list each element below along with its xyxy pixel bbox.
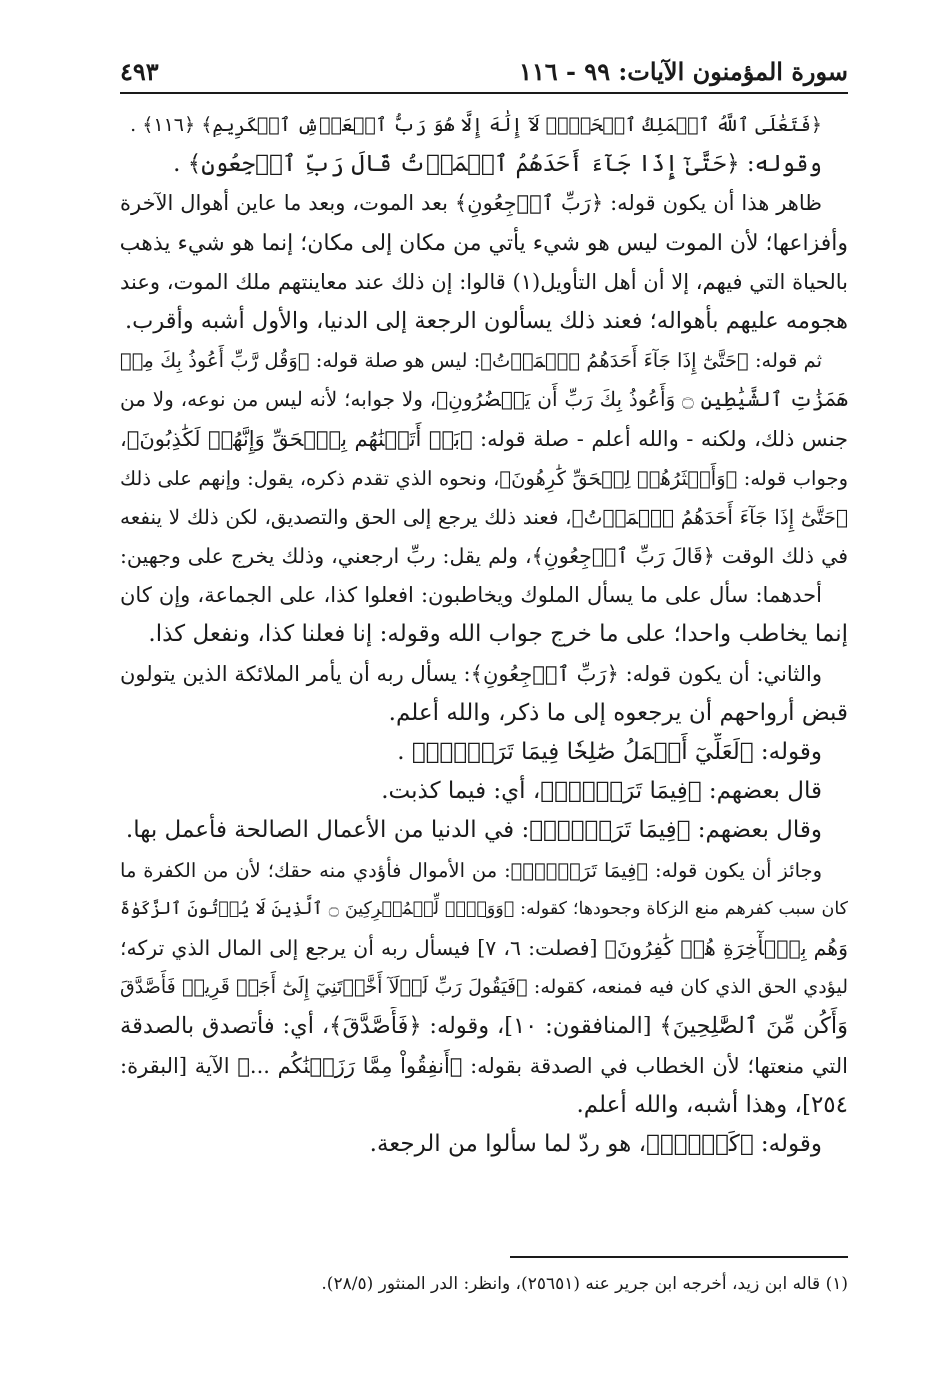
- text-line: ثم قوله: ﴿حَتَّىٰٓ إِذَا جَآءَ أَحَدَهُمُ ٱلۡمَوۡتُ﴾: ليس هو صلة قوله: ﴿وَقُل رَّبِّ أَعُوذُ بِكَ مِنۡ: [120, 349, 822, 373]
- text-line: وقوله: ﴿كَلَّآۚ﴾، هو ردّ لما سألوا من الرجعة.: [369, 1130, 822, 1157]
- text-line: قال بعضهم: ﴿فِيمَا تَرَكۡتُۚ﴾، أي: فيما كذبت.: [381, 778, 822, 805]
- text-line: قبض أرواحهم أن يرجعوه إلى ما ذكر، والله أعلم.: [388, 699, 848, 726]
- main-text: [120, 106, 848, 1246]
- text-line: وَهُم بِٱلۡأٓخِرَةِ هُمۡ كَٰفِرُونَ﴾ [فصلت: ٦، ٧] فيسأل ربه أن يرجع إلى المال الذي تركه؛: [120, 935, 848, 960]
- text-line: وَأَكُن مِّنَ ٱلصَّٰلِحِينَ﴾ [المنافقون: ١٠]، وقوله: ﴿فَأَصَّدَّقَ﴾، أي: فأتصدق بالصدقة: [120, 1013, 848, 1040]
- text-line: ﴿فَتَعَٰلَى ٱللَّهُ ٱلۡمَلِكُ ٱلۡحَقُّۖ لَآ إِلَٰهَ إِلَّا هُوَ رَبُّ ٱلۡعَرۡشِ ٱلۡكَرِيمِ﴾ ﴿١١٦﴾ .: [130, 114, 822, 136]
- surah-title: سورة المؤمنون الآيات: ٩٩ - ١١٦: [518, 57, 848, 86]
- text-line: بالحياة التي فيهم، إلا أن أهل التأويل(١) قالوا: إن ذلك عند معاينتهم ملك الموت، وعند: [120, 269, 848, 294]
- text-line: أحدهما: سأل على ما يسأل الملوك ويخاطبون: افعلوا كذا، على الجماعة، وإن كان: [120, 583, 822, 608]
- text-line: وقوله: ﴿لَعَلِّيٓ أَعۡمَلُ صَٰلِحٗا فِيمَا تَرَكۡتُۚ﴾ .: [397, 739, 822, 765]
- text-line: في ذلك الوقت ﴿قَالَ رَبِّ ٱرۡجِعُونِ﴾، ولم يقل: ربِّ ارجعني، وذلك يخرج على وجهين:: [120, 544, 848, 569]
- text-line: وجواب قوله: ﴿وَأَكۡثَرُهُمۡ لِلۡحَقِّ كَٰرِهُونَ﴾، ونحوه الذي تقدم ذكره، يقول: وإنهم على ذلك: [120, 466, 848, 490]
- text-line: وقوله: ﴿حَتَّىٰٓ إِذَا جَآءَ أَحَدَهُمُ ٱلۡمَوۡتُ قَالَ رَبِّ ٱرۡجِعُونِ﴾ .: [173, 151, 822, 178]
- footnote-divider: [510, 1256, 848, 1258]
- text-line: التي منعتها؛ لأن الخطاب في الصدقة بقوله: ﴿أَنفِقُواْ مِمَّا رَزَقۡنَٰكُم ...﴾ الآية [البقرة:: [120, 1053, 848, 1078]
- footnote: (١) قاله ابن زيد، أخرجه ابن جرير عنه (٢٥٦٥١)، وانظر: الدر المنثور (٢٨/٥).: [321, 1274, 848, 1294]
- page-number: ٤٩٣: [120, 57, 159, 86]
- text-line: جنس ذلك، ولكنه - والله أعلم - صلة قوله: ﴿بَلۡ أَتَيۡنَٰهُم بِٱلۡحَقِّ وَإِنَّهُمۡ لَكَٰذِبُونَ﴾،: [120, 426, 848, 451]
- header-divider: [120, 92, 848, 94]
- page-header: [120, 52, 848, 92]
- text-line: ٢٥٤]، وهذا أشبه، والله أعلم.: [576, 1091, 848, 1118]
- text-line: ظاهر هذا أن يكون قوله: ﴿رَبِّ ٱرۡجِعُونِ﴾ بعد الموت، وبعد ما عاين أهوال الآخرة: [120, 191, 822, 216]
- text-line: وقال بعضهم: ﴿فِيمَا تَرَكۡتُۚ﴾: في الدنيا من الأعمال الصالحة فأعمل بها.: [125, 817, 822, 844]
- text-line: هَمَزَٰتِ ٱلشَّيَٰطِينِ ۝ وَأَعُوذُ بِكَ رَبِّ أَن يَحۡضُرُونِ﴾، ولا جوابه؛ لأنه ليس من نوعه، ولا من: [120, 387, 848, 412]
- text-line: والثاني: أن يكون قوله: ﴿رَبِّ ٱرۡجِعُونِ﴾: يسأل ربه أن يأمر الملائكة الذين يتولون: [120, 661, 822, 686]
- text-line: هجومه عليهم بأهواله؛ فعند ذلك يسألون الرجعة إلى الدنيا، والأول أشبه وأقرب.: [124, 307, 848, 334]
- text-line: إنما يخاطب واحدا؛ على ما خرج جواب الله وقوله: إنا فعلنا كذا، ونفعل كذا.: [148, 621, 848, 648]
- text-line: ليؤدي الحق الذي كان فيه فمنعه، كقوله: ﴿فَيَقُولَ رَبِّ لَوۡلَآ أَخَّرۡتَنِيٓ إِلَىٰٓ أَجَلٖ قَرِيبٖ فَأَصَّدَّقَ: [120, 976, 848, 999]
- text-line: ﴿حَتَّىٰٓ إِذَا جَآءَ أَحَدَهُمُ ٱلۡمَوۡتُ﴾، فعند ذلك يرجع إلى الحق والتصديق، لكن ذلك لا ينفعه: [120, 504, 848, 529]
- text-line: وجائز أن يكون قوله: ﴿فِيمَا تَرَكۡتُۚ﴾: من الأموال فأؤدي منه حقك؛ لأن من الكفرة ما: [120, 858, 822, 882]
- text-line: كان سبب كفرهم منع الزكاة وجحودها؛ كقوله: ﴿وَوَيۡلٞ لِّلۡمُشۡرِكِينَ ۝ ٱلَّذِينَ لَا يُؤۡتُونَ ٱلزَّكَوٰةَ: [120, 898, 848, 919]
- text-line: وأفزاعها؛ لأن الموت ليس هو شيء يأتي من مكان إلى مكان؛ إنما هو شيء يذهب: [120, 230, 848, 256]
